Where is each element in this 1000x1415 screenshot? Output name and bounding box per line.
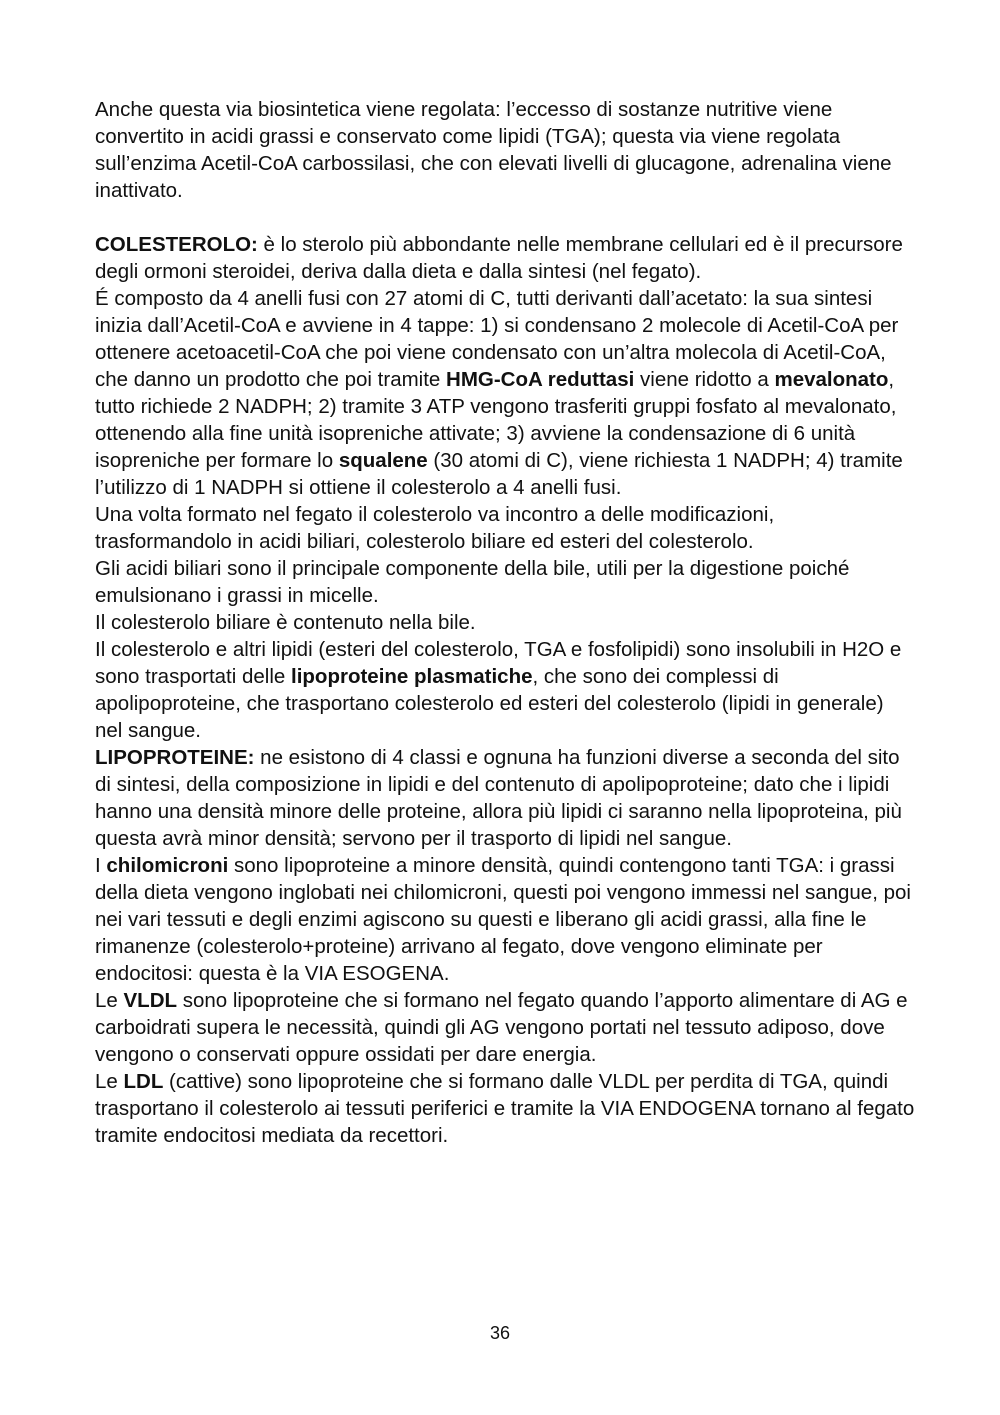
text-run: sono lipoproteine che si formano nel fegato quando l’apporto alimentare di AG e carboidrati supera le necessità, quindi gli AG vengono portati nel tessuto adiposo, dove vengono o conservati oppure ossidati per dare energia. [95,989,908,1066]
text-run: viene ridotto a [634,368,775,391]
paragraph [95,987,915,1068]
document-body [95,96,915,1149]
paragraph [95,231,915,285]
text-run: É composto da 4 anelli fusi con 27 atomi di C, tutti derivanti dall’acetato: la sua sintesi inizia dall’Acetil-CoA e avviene in 4 tappe: 1) si condensano 2 molecole di Acetil-CoA per ottenere acetoacetil-CoA che poi viene condensato con un’altra molecola di Acetil-CoA, che danno un prodotto che poi tramite [95,287,899,391]
text-run: , che sono dei complessi di apolipoproteine, che trasportano colesterolo ed esteri del colesterolo (lipidi in generale) nel sangue. [95,665,884,742]
text-run: (cattive) sono lipoproteine che si formano dalle VLDL per perdita di TGA, quindi trasportano il colesterolo ai tessuti periferici e tramite la VIA ENDOGENA tornano al fegato tramite endocitosi mediata da recettori. [95,1070,915,1147]
text-run: ne esistono di 4 classi e ognuna ha funzioni diverse a seconda del sito di sintesi, della composizione in lipidi e del contenuto di apolipoproteine; dato che i lipidi hanno una densità minore delle proteine, allora più lipidi ci saranno nella lipoproteina, più questa avrà minor densità; servono per il trasporto di lipidi nel sangue. [95,746,902,850]
bold-term: COLESTEROLO: [95,233,258,256]
paragraph [95,285,915,501]
text-run: Una volta formato nel fegato il colesterolo va incontro a delle modificazioni, trasformandolo in acidi biliari, colesterolo biliare ed esteri del colesterolo. [95,503,775,553]
bold-term: mevalonato [774,368,889,391]
text-run: Il colesterolo e altri lipidi (esteri del colesterolo, TGA e fosfolipidi) sono insolubili in H2O e sono trasportati delle [95,638,902,688]
text-run: Anche questa via biosintetica viene regolata: l’eccesso di sostanze nutritive viene convertito in acidi grassi e conservato come lipidi (TGA); questa via viene regolata sull’enzima Acetil-CoA carbossilasi, che con elevati livelli di glucagone, adrenalina viene inattivato. [95,98,892,202]
text-run: (30 atomi di C), viene richiesta 1 NADPH; 4) tramite l’utilizzo di 1 NADPH si ottiene il colesterolo a 4 anelli fusi. [95,449,903,499]
paragraph [95,852,915,987]
paragraph [95,96,915,204]
text-run: I [95,854,107,877]
text-run: è lo sterolo più abbondante nelle membrane cellulari ed è il precursore degli ormoni steroidei, deriva dalla dieta e dalla sintesi (nel fegato). [95,233,903,283]
bold-term: chilomicroni [106,854,229,877]
text-run: Le [95,989,124,1012]
bold-term: HMG-CoA reduttasi [446,368,635,391]
text-run: Gli acidi biliari sono il principale componente della bile, utili per la digestione poiché emulsionano i grassi in micelle. [95,557,850,607]
page-number: 36 [489,1323,511,1343]
paragraph [95,609,915,636]
bold-term: squalene [338,449,428,472]
bold-term: LIPOPROTEINE: [95,746,255,769]
paragraph [95,555,915,609]
bold-term: VLDL [123,989,178,1012]
text-run: Le [95,1070,124,1093]
bold-term: lipoproteine plasmatiche [291,665,533,688]
text-run: Il colesterolo biliare è contenuto nella bile. [95,611,476,634]
text-run: sono lipoproteine a minore densità, quindi contengono tanti TGA: i grassi della dieta vengono inglobati nei chilomicroni, questi poi vengono immessi nel sangue, poi nei vari tessuti e degli enzimi agiscono su questi e liberano gli acidi grassi, alla fine le rimanenze (colesterolo+proteine) arrivano al fegato, dove vengono eliminate per endocitosi: questa è la VIA ESOGENA. [95,854,911,985]
bold-term: LDL [123,1070,164,1093]
paragraph-gap [95,204,915,231]
paragraph [95,1068,915,1149]
paragraph [95,501,915,555]
paragraph [95,744,915,852]
text-run: , tutto richiede 2 NADPH; 2) tramite 3 ATP vengono trasferiti gruppi fosfato al mevalonato, ottenendo alla fine unità isopreniche attivate; 3) avviene la condensazione di 6 unità isopreniche per formare lo [95,368,897,472]
paragraph [95,636,915,744]
